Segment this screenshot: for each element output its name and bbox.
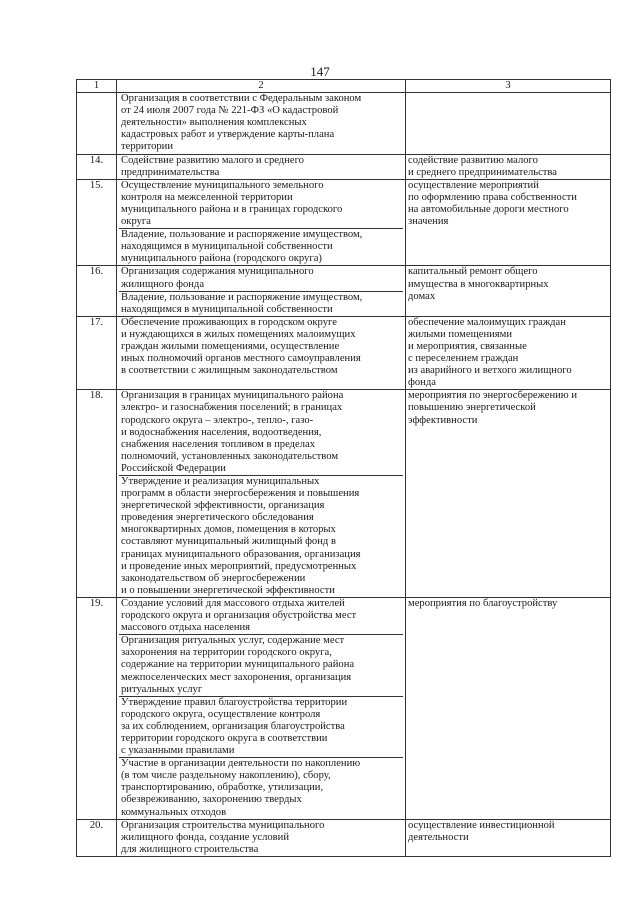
text-line: кадастровых работ и утверждение карты-плана (121, 129, 335, 141)
powers-segment (119, 598, 403, 634)
text-line: ритуальных услуг (121, 683, 203, 695)
powers-segment (119, 696, 403, 757)
header-cell: 2 (117, 80, 406, 93)
powers-segment (119, 390, 403, 475)
text-line: и о повышении энергетической эффективности (121, 584, 335, 596)
powers-cell (117, 266, 406, 316)
text-line: Обеспечение проживающих в городском округе (121, 316, 337, 328)
text-line: массового отдыха населения (121, 622, 251, 634)
text-line: и водоснабжения населения, водоотведения, (121, 426, 322, 438)
text-line: проведения энергетического обследования (121, 512, 314, 524)
text-line: мероприятия по благоустройству (408, 597, 558, 609)
text-line: Создание условий для массового отдыха жителей (121, 597, 345, 609)
activity-cell (406, 154, 611, 179)
text-line: содержание на территории муниципального района (121, 659, 355, 671)
text-line: с указанными правилами (121, 745, 235, 757)
text-line: муниципального района и в границах городского (121, 203, 343, 215)
text-line: домах (408, 290, 436, 302)
activity-cell (406, 93, 611, 154)
powers-cell (117, 819, 406, 856)
text-line: содействие развитию малого (408, 154, 538, 166)
text-line: и мероприятия, связанные (408, 340, 527, 352)
powers-segment (119, 93, 403, 153)
text-line: законодательством об энергосбережении (121, 572, 306, 584)
text-line: муниципального района (городского округа) (121, 253, 322, 265)
text-line: Организация в соответствии с Федеральным законом (121, 93, 362, 105)
text-line: Утверждение и реализация муниципальных (121, 476, 320, 487)
powers-segment (119, 634, 403, 695)
text-line: из аварийного и ветхого жилищного (408, 365, 572, 377)
text-line: территории городского округа в соответствии (121, 732, 328, 744)
text-line: Организация ритуальных услуг, содержание мест (121, 635, 345, 647)
text-line: капитальный ремонт общего (408, 266, 538, 278)
activity-cell (406, 316, 611, 390)
text-line: Участие в организации деятельности по накоплению (121, 758, 361, 770)
text-line: по оформлению права собственности (408, 191, 577, 203)
powers-cell (117, 93, 406, 154)
powers-cell (117, 154, 406, 179)
text-line: и нуждающихся в жилых помещениях малоимущих (121, 328, 356, 340)
text-line: Российской Федерации (121, 462, 226, 474)
activity-cell (406, 819, 611, 856)
text-line: и проведение иных мероприятий, предусмотренных (121, 560, 357, 572)
text-line: транспортированию, обработке, утилизации, (121, 782, 324, 794)
text-line: деятельности (408, 831, 469, 843)
text-line: городского округа – электро-, тепло-, газо- (121, 414, 314, 426)
powers-cell (117, 316, 406, 390)
text-line: Владение, пользование и распоряжение имуществом, (121, 229, 363, 241)
text-line: снабжения населения топливом в пределах (121, 438, 316, 450)
text-line: фонда (408, 377, 436, 389)
text-line: Владение, пользование и распоряжение имуществом, (121, 291, 363, 303)
text-line: межпоселенческих мест захоронения, организация (121, 671, 352, 683)
text-line: жилищного фонда (121, 278, 205, 290)
text-line: за их соблюдением, организация благоустройства (121, 720, 345, 732)
text-line: границах муниципального образования, организация (121, 548, 361, 560)
row-number: 14. (77, 154, 117, 179)
header-cell: 3 (406, 80, 611, 93)
text-line: Осуществление муниципального земельного (121, 179, 324, 191)
text-line: (в том числе раздельному накоплению), сбору, (121, 770, 331, 782)
text-line: жилыми помещениями (408, 328, 513, 340)
text-line: значения (408, 216, 449, 228)
text-line: и среднего предпринимательства (408, 166, 557, 178)
text-line: городского округа, осуществление контроля (121, 708, 321, 720)
text-line: территории (121, 141, 174, 153)
powers-segment (119, 317, 403, 377)
text-line: округа (121, 216, 151, 228)
text-line: захоронения на территории городского округа, (121, 647, 332, 659)
text-line: обезвреживанию, захоронению твердых (121, 794, 302, 806)
text-line: на автомобильные дороги местного (408, 203, 569, 215)
text-line: энергетической эффективности, организация (121, 500, 325, 512)
row-number: 15. (77, 179, 117, 266)
table-row (77, 179, 611, 266)
budget-table (76, 79, 611, 857)
text-line: осуществление мероприятий (408, 179, 539, 191)
table-row (77, 154, 611, 179)
table-row (77, 597, 611, 819)
powers-cell (117, 179, 406, 266)
row-number: 17. (77, 316, 117, 390)
text-line: имущества в многоквартирных (408, 278, 549, 290)
text-line: для жилищного строительства (121, 843, 259, 855)
text-line: программ в области энергосбережения и повышения (121, 488, 360, 500)
text-line: жилищного фонда, создание условий (121, 831, 290, 843)
row-number (77, 93, 117, 154)
page-number: 147 (310, 64, 330, 79)
powers-segment (119, 291, 403, 316)
text-line: коммунальных отходов (121, 806, 227, 818)
row-number: 16. (77, 266, 117, 316)
text-line: мероприятия по энергосбережению и (408, 390, 578, 402)
activity-cell (406, 266, 611, 316)
row-number: 19. (77, 597, 117, 819)
text-line: Содействие развитию малого и среднего (121, 154, 304, 166)
text-line: Организация в границах муниципального района (121, 390, 344, 402)
text-line: Организация строительства муниципального (121, 819, 325, 831)
table-row (77, 819, 611, 856)
activity-cell (406, 179, 611, 266)
powers-segment (119, 180, 403, 228)
text-line: составляют муниципальный жилищный фонд в (121, 536, 336, 548)
text-line: эффективности (408, 414, 478, 426)
header-cell: 1 (77, 80, 117, 93)
row-number: 18. (77, 390, 117, 598)
powers-cell (117, 597, 406, 819)
activity-cell (406, 390, 611, 598)
text-line: полномочий, установленных законодательством (121, 450, 339, 462)
text-line: находящимся в муниципальной собственности (121, 241, 333, 253)
row-number: 20. (77, 819, 117, 856)
powers-segment (119, 820, 403, 856)
text-line: с переселением граждан (408, 353, 519, 365)
table-row (77, 390, 611, 598)
text-line: деятельности» выполнения комплексных (121, 117, 307, 129)
text-line: граждан жилыми помещениями, осуществление (121, 340, 340, 352)
text-line: находящимся в муниципальной собственности (121, 303, 333, 315)
text-line: обеспечение малоимущих граждан (408, 316, 566, 328)
powers-segment (119, 228, 403, 265)
text-line: в соответствии с жилищным законодательством (121, 365, 338, 377)
powers-segment (119, 155, 403, 179)
table-row (77, 93, 611, 154)
text-line: предпринимательства (121, 166, 220, 178)
text-line: иных полномочий органов местного самоуправления (121, 353, 361, 365)
table-row (77, 316, 611, 390)
text-line: городского округа и организация обустройства мест (121, 610, 357, 622)
text-line: электро- и газоснабжения поселений; в границах (121, 402, 343, 414)
activity-cell (406, 597, 611, 819)
powers-segment (119, 757, 403, 818)
text-line: Утверждение правил благоустройства территории (121, 696, 348, 708)
text-line: многоквартирных домов, помещения в которых (121, 524, 336, 536)
text-line: Организация содержания муниципального (121, 266, 314, 278)
powers-cell (117, 390, 406, 598)
table-row (77, 266, 611, 316)
text-line: повышению энергетической (408, 402, 536, 414)
text-line: контроля на межселенной территории (121, 191, 293, 203)
text-line: осуществление инвестиционной (408, 819, 555, 831)
powers-segment (119, 266, 403, 290)
text-line: от 24 июля 2007 года № 221-ФЗ «О кадастровой (121, 105, 339, 117)
powers-segment (119, 475, 403, 597)
header-row (77, 80, 611, 93)
